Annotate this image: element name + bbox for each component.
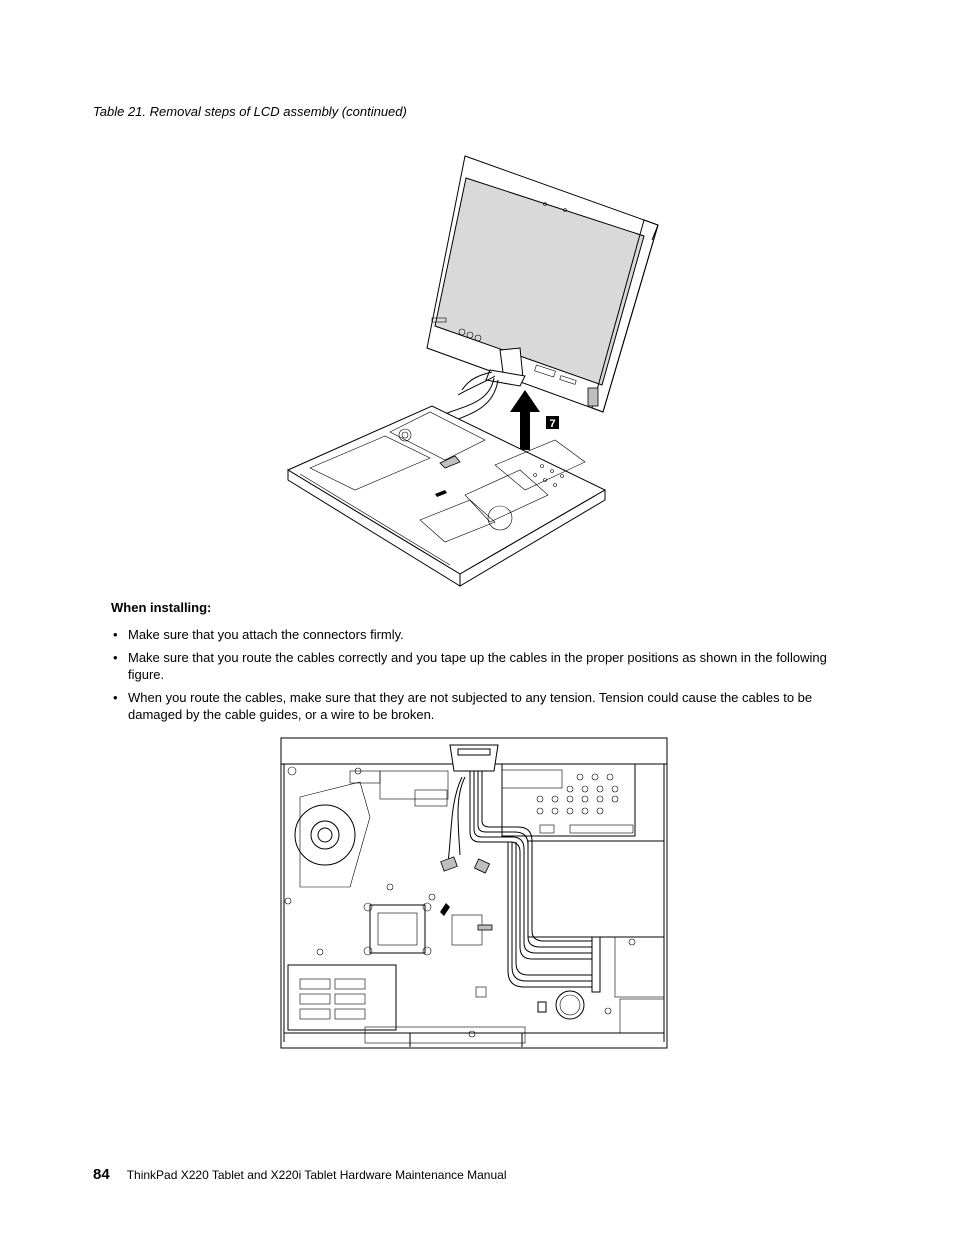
installation-note-3: • When you route the cables, make sure that they are not subjected to any tension. Tension could cause the cables to be damaged by the cable guides, or a wire to be broken. (111, 689, 841, 723)
lcd-removal-figure (280, 150, 680, 600)
manual-title: ThinkPad X220 Tablet and X220i Tablet Hardware Maintenance Manual (126, 1168, 507, 1182)
when-installing-heading: When installing: (111, 600, 212, 615)
installation-note-1: • Make sure that you attach the connectors firmly. (111, 626, 841, 643)
page-number: 84 (93, 1166, 110, 1183)
table-caption: Table 21. Removal steps of LCD assembly (continued) (93, 104, 407, 119)
installation-note-2: • Make sure that you route the cables correctly and you tape up the cables in the proper positions as shown in the following figure. (111, 649, 841, 683)
page-footer (93, 1166, 507, 1183)
installation-notes-list (111, 626, 841, 729)
step-7-label: 7 (549, 418, 556, 430)
cable-routing-figure (280, 737, 669, 1050)
